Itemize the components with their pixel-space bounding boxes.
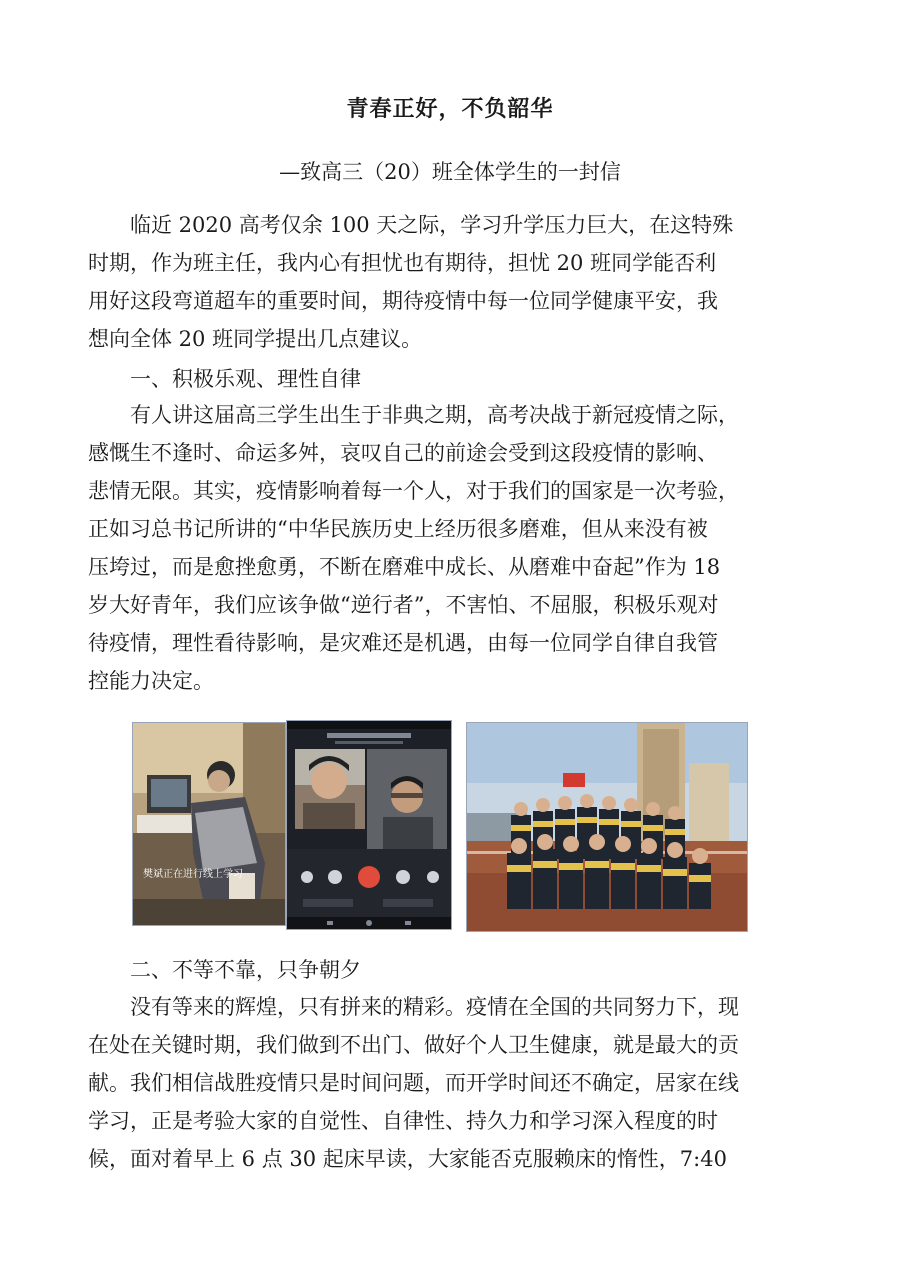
section2-paragraph [88, 988, 818, 1178]
student-study-photo [132, 722, 286, 926]
photo-caption: 樊斌正在进行线上学习 [143, 869, 243, 880]
text-line: 压垮过，而是愈挫愈勇，不断在磨难中成长、从磨难中奋起”作为 18 [88, 555, 721, 579]
text-line: 学习，正是考验大家的自觉性、自律性、持久力和学习深入程度的时 [88, 1109, 718, 1133]
text-line: 想向全体 20 班同学提出几点建议。 [88, 327, 423, 351]
class-group-photo [466, 722, 748, 932]
text-line: 待疫情，理性看待影响，是灾难还是机遇，由每一位同学自律自我管 [88, 631, 718, 655]
intro-paragraph [88, 206, 818, 358]
text-line: 候，面对着早上 6 点 30 起床早读，大家能否克服赖床的惰性，7:40 [88, 1147, 727, 1171]
text-line: 在处在关键时期，我们做到不出门、做好个人卫生健康，就是最大的贡 [88, 1033, 739, 1057]
text-line: 正如习总书记所讲的“中华民族历史上经历很多磨难，但从来没有被 [88, 517, 708, 541]
text-line: 有人讲这届高三学生出生于非典之期，高考决战于新冠疫情之际， [130, 403, 739, 427]
text-line: 用好这段弯道超车的重要时间，期待疫情中每一位同学健康平安，我 [88, 289, 718, 313]
letter-subtitle: —致高三（20）班全体学生的一封信 [279, 160, 621, 184]
text-line: 感慨生不逢时、命运多舛，哀叹自己的前途会受到这段疫情的影响、 [88, 441, 718, 465]
text-line: 悲情无限。其实，疫情影响着每一个人，对于我们的国家是一次考验， [88, 479, 739, 503]
text-line: 献。我们相信战胜疫情只是时间问题，而开学时间还不确定，居家在线 [88, 1071, 739, 1095]
text-line: 岁大好青年，我们应该争做“逆行者”，不害怕、不屈服，积极乐观对 [88, 593, 719, 617]
text-line: 临近 2020 高考仅余 100 天之际，学习升学压力巨大，在这特殊 [130, 213, 734, 237]
text-line: 时期，作为班主任，我内心有担忧也有期待，担忧 20 班同学能否利 [88, 251, 717, 275]
text-line: 控能力决定。 [88, 669, 214, 693]
text-line: 没有等来的辉煌，只有拼来的精彩。疫情在全国的共同努力下，现 [130, 995, 739, 1019]
letter-title: 青春正好，不负韶华 [346, 97, 554, 122]
section2-heading: 二、不等不靠，只争朝夕 [130, 958, 361, 982]
section1-heading: 一、积极乐观、理性自律 [130, 367, 361, 391]
section1-paragraph [88, 396, 818, 700]
video-call-screenshot [286, 720, 452, 930]
